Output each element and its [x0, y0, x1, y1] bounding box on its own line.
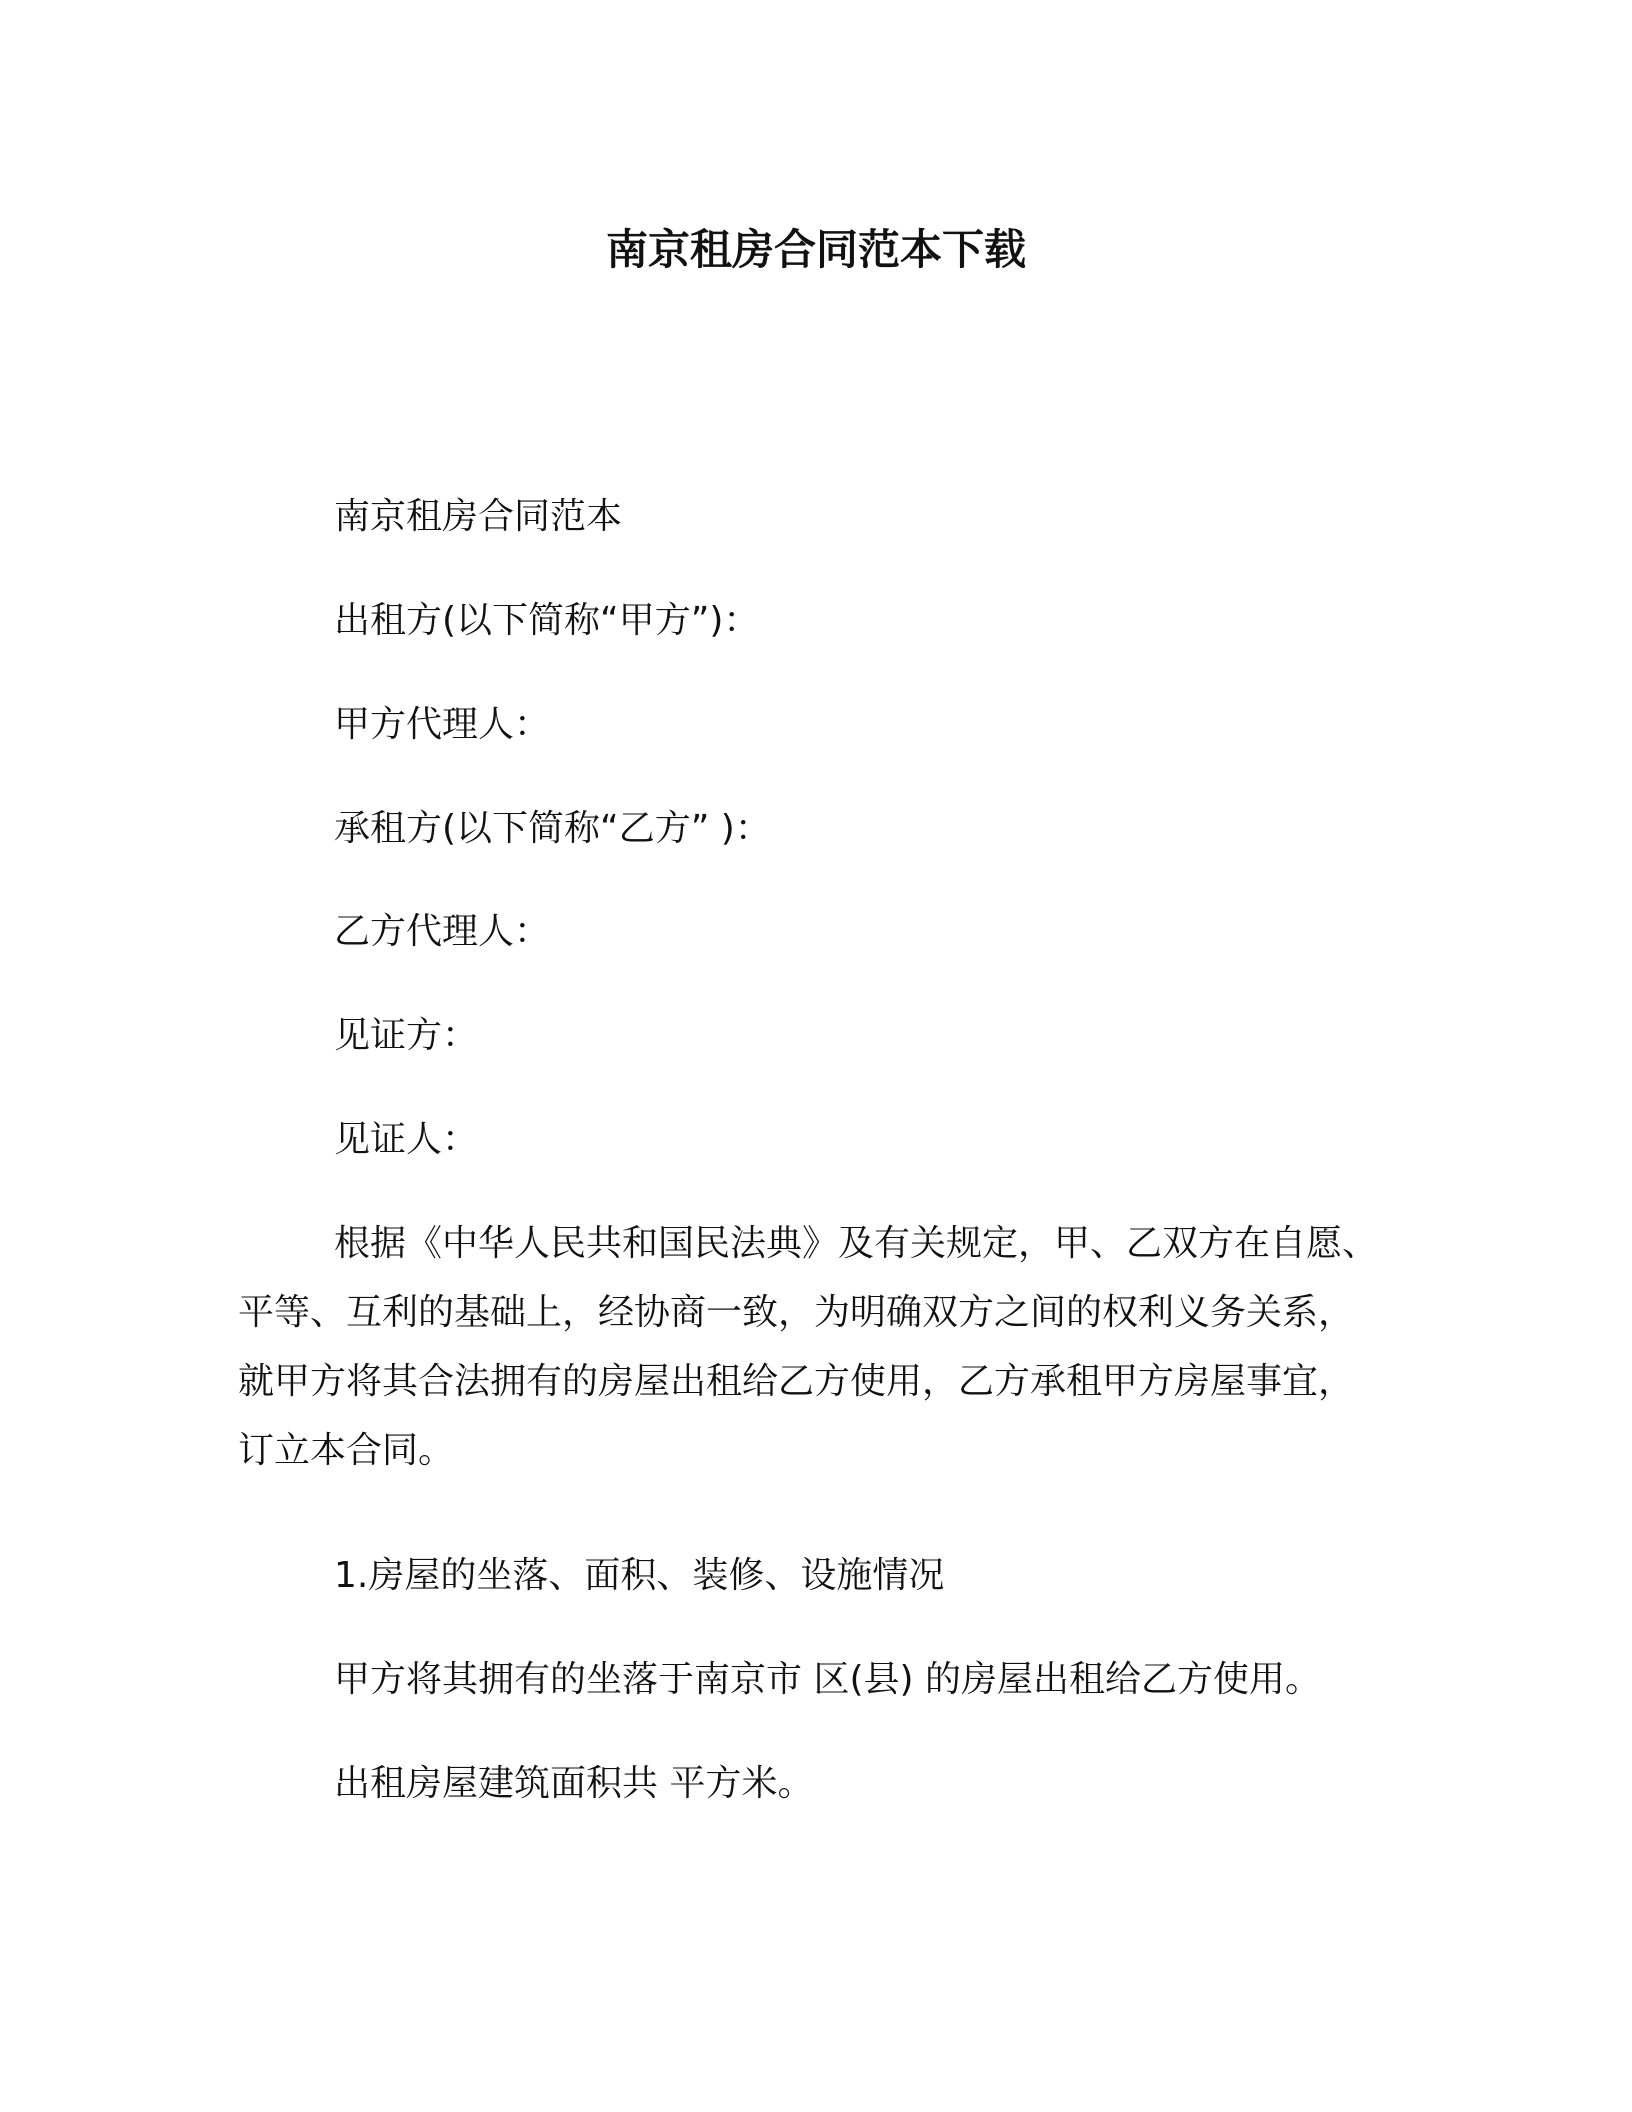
paragraph-line: 根据《中华人民共和国民法典》及有关规定，甲、乙双方在自愿、 [334, 1223, 1379, 1264]
paragraph-line: 订立本合同。 [238, 1430, 455, 1471]
section-heading: 1.房屋的坐落、面积、装修、设施情况 [334, 1555, 945, 1596]
lessor-agent-line: 甲方代理人： [334, 704, 551, 745]
property-location-line: 甲方将其拥有的坐落于南京市 区(县) 的房屋出租给乙方使用。 [334, 1659, 1321, 1700]
lessee-line: 承租方(以下简称“乙方” )： [334, 808, 771, 849]
preamble-paragraph [238, 1220, 1398, 1496]
property-area-line: 出租房屋建筑面积共 平方米。 [334, 1763, 814, 1804]
paragraph-line: 平等、互利的基础上，经协商一致，为明确双方之间的权利义务关系， [238, 1292, 1355, 1333]
witness-person-line: 见证人： [334, 1119, 479, 1160]
contract-subtitle: 南京租房合同范本 [334, 496, 623, 537]
lessee-agent-line: 乙方代理人： [334, 911, 551, 952]
page-title: 南京租房合同范本下载 [605, 225, 1026, 274]
lessor-line: 出租方(以下简称“甲方”)： [334, 600, 760, 641]
witness-party-line: 见证方： [334, 1015, 479, 1056]
paragraph-line: 就甲方将其合法拥有的房屋出租给乙方使用，乙方承租甲方房屋事宜， [238, 1361, 1355, 1402]
